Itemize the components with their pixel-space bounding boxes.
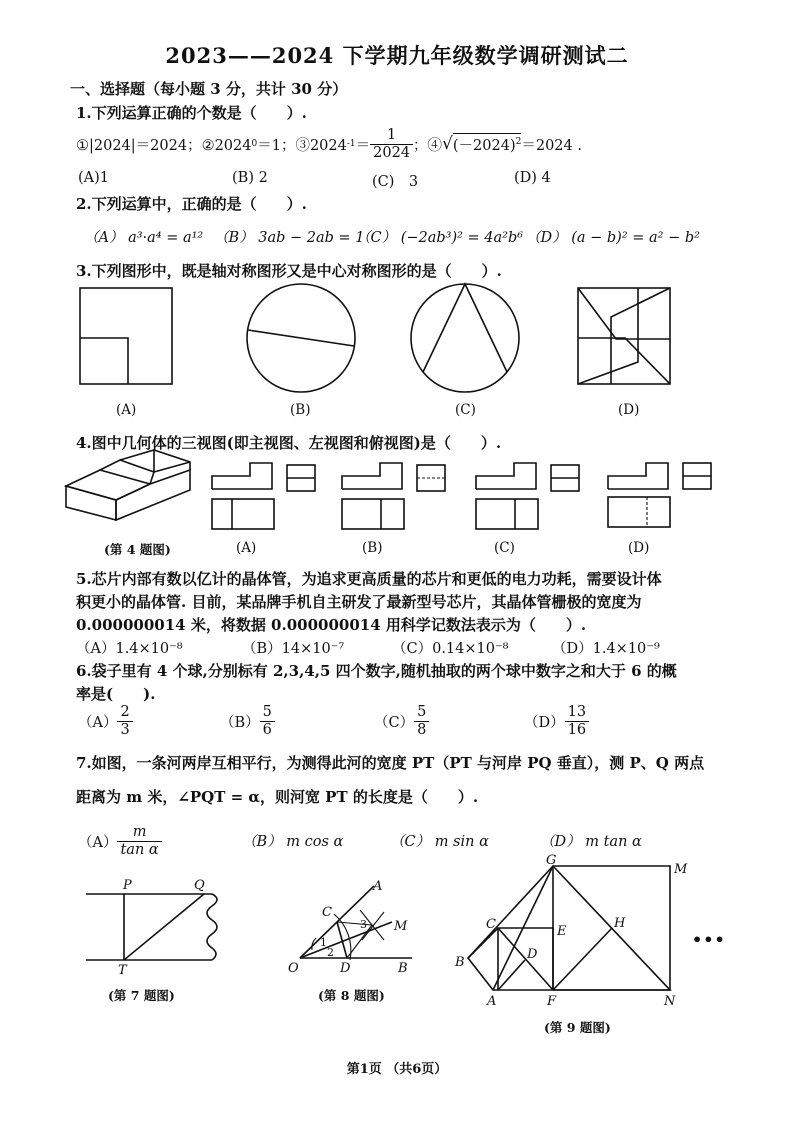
q6-b-den: 6 bbox=[262, 721, 272, 738]
q1-expr-4: ；④ bbox=[413, 137, 443, 154]
question-5-line-1: 5.芯片内部有数以亿计的晶体管，为追求更高质量的芯片和更低的电力功耗，需要设计体 bbox=[76, 570, 662, 588]
q6-c-num: 5 bbox=[414, 704, 429, 722]
page-title: 2023——2024 下学期九年级数学调研测试二 bbox=[165, 43, 629, 68]
question-3-stem: 3.下列图形中，既是轴对称图形又是中心对称图形的是（ ）. bbox=[76, 262, 502, 280]
q6-b-num: 5 bbox=[260, 704, 275, 722]
q5-option-d: （D）1.4×10⁻⁹ bbox=[552, 641, 660, 657]
question-4-stem: 4.图中几何体的三视图(即主视图、左视图和俯视图)是（ ）. bbox=[76, 434, 502, 452]
q1-sup-2: -1 bbox=[346, 139, 356, 149]
figure-9 bbox=[454, 853, 688, 1009]
question-1-stem: 1.下列运算正确的个数是（ ）. bbox=[76, 104, 307, 122]
sqrt-icon: √ bbox=[442, 134, 453, 154]
q5-option-c: （C）0.14×10⁻⁸ bbox=[392, 641, 509, 657]
fig8-point-d: D bbox=[340, 961, 351, 976]
q2-option-c: （C） (−2ab³)² = 4a²b⁶ bbox=[356, 230, 524, 246]
q6-option-c-label: （C） bbox=[374, 714, 415, 731]
q6-d-den: 16 bbox=[567, 721, 587, 738]
q3-label-a: (A) bbox=[116, 402, 137, 418]
q1-expr-5: (－2024) bbox=[452, 138, 516, 154]
figure-7 bbox=[86, 878, 217, 978]
q1-frac-den: 2024 bbox=[373, 144, 411, 161]
q6-d-num: 13 bbox=[565, 704, 589, 722]
q7-a-num: m bbox=[117, 824, 161, 842]
q6-option-a-label: （A） bbox=[78, 714, 118, 731]
question-6-line-1: 6.袋子里有 4 个球,分别标有 2,3,4,5 四个数字,随机抽取的两个球中数字之和大于 6 的概 bbox=[76, 662, 677, 680]
q2-option-b: （B） 3ab − 2ab = 1 bbox=[214, 230, 365, 246]
q6-option-b-label: （B） bbox=[220, 714, 260, 731]
fig9-point-b: B bbox=[455, 955, 465, 970]
q7-option-d: （D） m tan α bbox=[540, 834, 642, 850]
q1-option-c: (C) 3 bbox=[372, 174, 419, 190]
q4-label-d: (D) bbox=[628, 540, 650, 556]
q2-option-a: （A） a³·a⁴ = a¹² bbox=[84, 230, 204, 246]
fig8-caption: (第 8 题图) bbox=[318, 988, 385, 1003]
page-footer: 第1页 （共6页） bbox=[346, 1062, 448, 1077]
q6-c-den: 8 bbox=[417, 721, 427, 738]
question-2-stem: 2.下列运算中，正确的是（ ）. bbox=[76, 195, 307, 213]
q3-label-c: (C) bbox=[455, 402, 476, 418]
question-7-line-2: 距离为 m 米，∠PQT = α，则河宽 PT 的长度是（ ）. bbox=[76, 788, 479, 806]
q5-option-a: （A）1.4×10⁻⁸ bbox=[76, 641, 183, 657]
q7-a-den: tan α bbox=[120, 841, 159, 858]
fig9-point-g: G bbox=[546, 853, 557, 868]
q1-option-a: (A)1 bbox=[78, 170, 110, 186]
fig8-point-o: O bbox=[288, 961, 299, 976]
question-6-line-2: 率是( ). bbox=[76, 685, 156, 703]
question-7-line-1: 7.如图，一条河两岸互相平行，为测得此河的宽度 PT（PT 与河岸 PQ 垂直），测 P、Q 两点 bbox=[76, 754, 705, 772]
q1-option-b: (B) 2 bbox=[232, 170, 268, 186]
q7-option-b: （B） m cos α bbox=[242, 834, 344, 850]
fig9-point-e: E bbox=[557, 924, 567, 939]
fig9-point-f: F bbox=[547, 994, 557, 1009]
q7-option-a-label: （A） bbox=[78, 834, 118, 851]
q6-a-num: 2 bbox=[117, 704, 132, 722]
fig9-point-m: M bbox=[674, 862, 688, 877]
fig9-point-c: C bbox=[486, 917, 496, 932]
fig8-angle-2: 2 bbox=[327, 946, 334, 959]
q6-option-d-label: （D） bbox=[524, 714, 565, 731]
fig8-point-b: B bbox=[398, 961, 408, 976]
q4-caption: (第 4 题图) bbox=[104, 542, 171, 557]
figure-8 bbox=[288, 879, 412, 976]
q1-expr-3: ＝ bbox=[355, 137, 371, 154]
q2-option-d: （D） (a − b)² = a² − b² bbox=[526, 230, 700, 246]
fig7-point-t: T bbox=[118, 963, 127, 978]
fig7-point-p: P bbox=[123, 878, 132, 893]
q7-option-c: （C） m sin α bbox=[390, 834, 489, 850]
question-5-line-3: 0.000000014 米，将数据 0.000000014 用科学记数法表示为（ ）. bbox=[76, 616, 587, 634]
q4-label-b: (B) bbox=[362, 540, 383, 556]
q1-sup-3: 2 bbox=[515, 137, 522, 148]
q1-expr-1: ①|2024|＝2024；②2024 bbox=[76, 137, 252, 154]
fig8-angle-3: 3 bbox=[360, 918, 367, 931]
fig8-point-c: C bbox=[322, 905, 332, 920]
fig9-point-a: A bbox=[487, 994, 497, 1009]
q1-expr-6: ＝2024 . bbox=[521, 137, 582, 154]
q1-frac-num: 1 bbox=[370, 127, 413, 145]
fig8-point-m: M bbox=[394, 919, 408, 934]
fig9-point-n: N bbox=[664, 994, 676, 1009]
q1-sup-1: 0 bbox=[251, 139, 258, 149]
q3-label-d: (D) bbox=[618, 402, 640, 418]
q5-option-b: （B）14×10⁻⁷ bbox=[242, 641, 345, 657]
section-heading: 一、选择题（每小题 3 分，共计 30 分） bbox=[70, 80, 348, 98]
question-5-line-2: 积更小的晶体管. 目前，某品牌手机自主研发了最新型号芯片，其晶体管栅极的宽度为 bbox=[76, 593, 642, 611]
q3-label-b: (B) bbox=[290, 402, 311, 418]
fig7-point-q: Q bbox=[194, 878, 205, 893]
ellipsis-icon: ••• bbox=[692, 930, 726, 949]
q1-expr-2: ＝1；③2024 bbox=[257, 137, 347, 154]
fig9-caption: (第 9 题图) bbox=[544, 1020, 611, 1035]
q4-label-c: (C) bbox=[494, 540, 515, 556]
fig9-point-d: D bbox=[527, 947, 538, 962]
q6-a-den: 3 bbox=[120, 721, 130, 738]
fig7-caption: (第 7 题图) bbox=[108, 988, 175, 1003]
fig9-point-h: H bbox=[614, 916, 626, 931]
q1-option-d: (D) 4 bbox=[514, 170, 551, 186]
fig8-point-a: A bbox=[373, 879, 383, 894]
q4-label-a: (A) bbox=[236, 540, 257, 556]
fig8-angle-1: 1 bbox=[320, 936, 327, 949]
